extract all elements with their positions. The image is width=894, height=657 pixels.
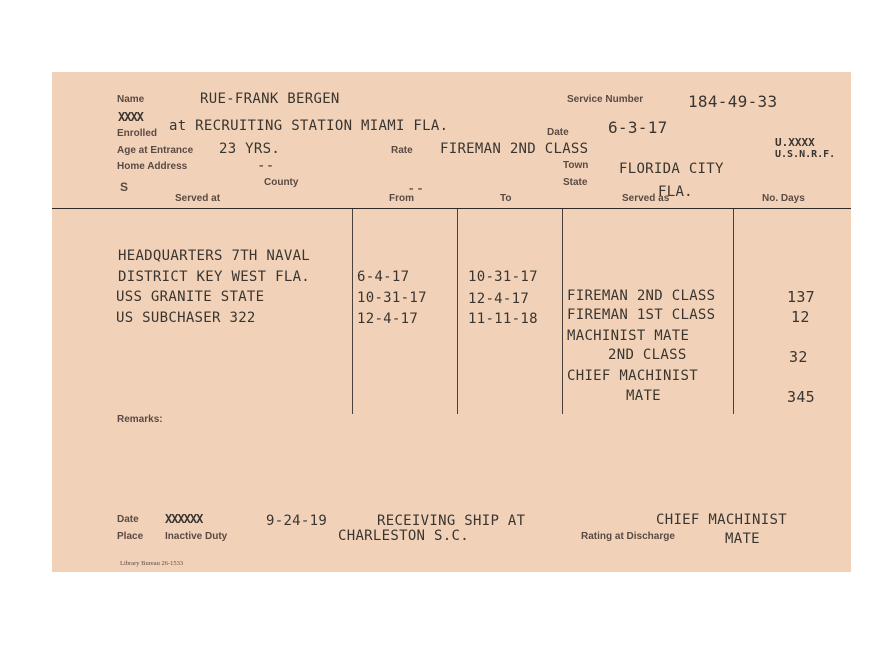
rating-line1: CHIEF MACHINIST [656, 512, 787, 528]
home-address-label: Home Address [117, 161, 188, 172]
served-at-line: USS GRANITE STATE [116, 289, 265, 305]
date-value: 6-3-17 [608, 118, 668, 137]
date-strikeout: XXXXXX [165, 512, 203, 526]
service-record-card [52, 72, 851, 572]
state-value: FLA. [658, 184, 693, 200]
days-cell: 12 [791, 308, 810, 326]
service-number-value: 184-49-33 [688, 92, 778, 111]
discharge-place-line1: RECEIVING SHIP AT [377, 513, 526, 529]
service-number-label: Service Number [567, 94, 644, 105]
served-at-line: HEADQUARTERS 7TH NAVAL [118, 248, 311, 264]
no-days-label: No. Days [762, 193, 805, 204]
served-at-line: US SUBCHASER 322 [116, 310, 256, 326]
rate-value: FIREMAN 2ND CLASS [440, 141, 589, 157]
rating-line2: MATE [725, 531, 760, 547]
enrolled-label: Enrolled [117, 128, 158, 139]
column-divider-2 [457, 209, 458, 414]
days-cell: 137 [787, 288, 815, 306]
table-header-rule [52, 208, 851, 209]
column-divider-3 [562, 209, 563, 414]
to-cell: 11-11-18 [468, 311, 538, 327]
date-label: Date [547, 127, 569, 138]
county-dash: -- [257, 158, 275, 174]
county-label: County [264, 177, 299, 188]
s-label: S [120, 180, 129, 194]
served-as-cell: MATE [626, 388, 661, 404]
org-line2: U.S.N.R.F. [775, 149, 836, 160]
to-label: To [500, 193, 512, 204]
served-as-label: Served as [622, 193, 670, 204]
served-as-cell: MACHINIST MATE [567, 328, 690, 344]
printer-imprint: Library Bureau 26-1533 [120, 560, 184, 567]
to-cell: 10-31-17 [468, 269, 538, 285]
name-label: Name [117, 94, 145, 105]
enrolled-at-value: at RECRUITING STATION MIAMI FLA. [169, 118, 449, 134]
from-cell: 10-31-17 [357, 290, 427, 306]
age-value: 23 YRS. [219, 141, 281, 157]
discharge-place-line2: CHARLESTON S.C. [338, 528, 469, 544]
remarks-label: Remarks: [117, 414, 163, 425]
town-label: Town [563, 160, 589, 171]
from-label: From [389, 193, 414, 204]
age-label: Age at Entrance [117, 145, 194, 156]
inactive-duty-label: Inactive Duty [165, 531, 228, 542]
date-label-bottom: Date [117, 514, 139, 525]
state-label: State [563, 177, 588, 188]
days-cell: 345 [787, 388, 815, 406]
served-as-cell: 2ND CLASS [608, 347, 687, 363]
days-cell: 32 [789, 348, 808, 366]
rating-at-discharge-label: Rating at Discharge [581, 531, 675, 542]
to-cell: 12-4-17 [468, 291, 530, 307]
column-divider-1 [352, 209, 353, 414]
enrolled-strikeout: XXXX [118, 110, 143, 124]
place-label: Place [117, 531, 144, 542]
served-at-label: Served at [175, 193, 221, 204]
rate-label: Rate [391, 145, 413, 156]
column-divider-4 [733, 209, 734, 414]
from-cell: 6-4-17 [357, 269, 410, 285]
org-line1: U.XXXX [775, 136, 815, 149]
name-value: RUE-FRANK BERGEN [200, 91, 340, 107]
town-value: FLORIDA CITY [619, 161, 724, 177]
served-at-line: DISTRICT KEY WEST FLA. [118, 269, 311, 285]
served-as-cell: CHIEF MACHINIST [567, 368, 698, 384]
served-as-cell: FIREMAN 2ND CLASS [567, 288, 716, 304]
discharge-date-value: 9-24-19 [266, 513, 328, 529]
from-dash: -- [407, 181, 425, 197]
served-as-cell: FIREMAN 1ST CLASS [567, 307, 716, 323]
from-cell: 12-4-17 [357, 311, 419, 327]
